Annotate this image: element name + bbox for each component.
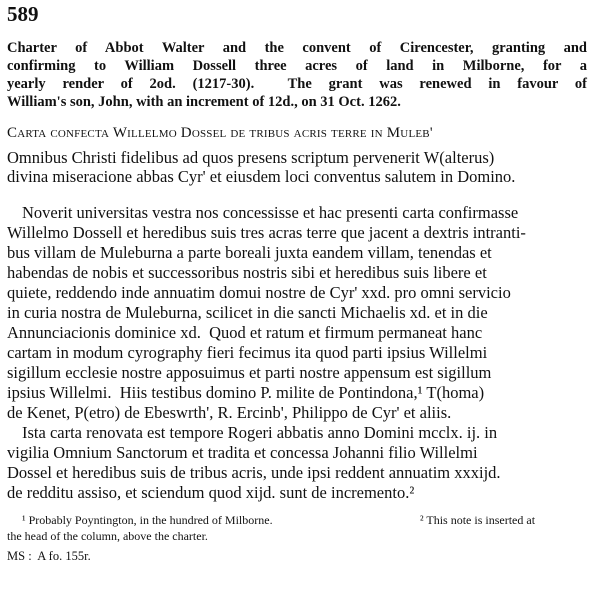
body-line-11: de Kenet, P(etro) de Ebeswrth', R. Ercinb', Philippo de Cyr' et aliis. [7,403,452,422]
opening-line-1: Omnibus Christi fidelibus ad quos presens scriptum pervenerit W(alterus) [7,148,495,167]
body-line-6: in curia nostra de Muleburna, scilicet in die sancti Michaelis xd. et in die [7,303,488,322]
summary-line-2: confirming to William Dossell three acres of land in Milborne, for a [7,58,587,74]
footnote-1: ¹ Probably Poyntington, in the hundred of Milborne. [22,513,273,527]
footnote-2-part-1: ² This note is inserted at [420,513,536,527]
body-line-8: cartam in modum cyrography fieri fecimus ita quod parti ipsius Willelmi [7,343,488,362]
body-line-9: sigillum ecclesie nostre apposuimus et parti nostre appensum est sigillum [7,363,492,382]
opening-line-2: divina miseracione abbas Cyr' et eiusdem loci conventus salutem in Domino. [7,167,516,186]
body-line-2: Willelmo Dossell et heredibus suis tres acras terre que jacent a dextris intranti- [7,223,526,242]
body-line-3: bus villam de Muleburna a parte boreali juxta eandem villam, tenendas et [7,243,492,262]
body-line-14: Dossel et heredibus suis de tribus acris, unde ipsi reddent annuatim xxxijd. [7,463,501,482]
body-line-15: de redditu assiso, et sciendum quod xijd. sunt de incremento.² [7,483,415,502]
body-line-1: Noverit universitas vestra nos concessisse et hac presenti carta confirmasse [22,203,519,222]
body-line-5: quiete, reddendo inde annuatim domui nostre de Cyr' xxd. pro omni servicio [7,283,511,302]
manuscript-reference: MS : A fo. 155r. [7,549,91,563]
charter-number: 589 [7,2,39,26]
footnote-2-part-2: the head of the column, above the charter. [7,529,208,543]
body-line-12: Ista carta renovata est tempore Rogeri abbatis anno Domini mcclx. ij. in [22,423,498,442]
body-line-10: ipsius Willelmi. Hiis testibus domino P. milite de Pontindona,¹ T(homa) [7,383,485,402]
summary-line-4: William's son, John, with an increment of 12d., on 31 Oct. 1262. [7,94,401,110]
summary-line-3: yearly render of 2od. (1217-30). The grant was renewed in favour of [7,76,587,92]
body-line-4: habendas de nobis et successoribus nostris sibi et heredibus suis libere et [7,263,487,282]
body-line-7: Annunciacionis dominice xd. Quod et ratum et firmum permaneat hanc [7,323,483,342]
latin-heading: Carta confecta Willelmo Dossel de tribus acris terre in Muleb' [7,125,433,141]
summary-line-1: Charter of Abbot Walter and the convent of Cirencester, granting and [7,40,587,56]
body-line-13: vigilia Omnium Sanctorum et tradita et concessa Johanni filio Willelmi [7,443,478,462]
